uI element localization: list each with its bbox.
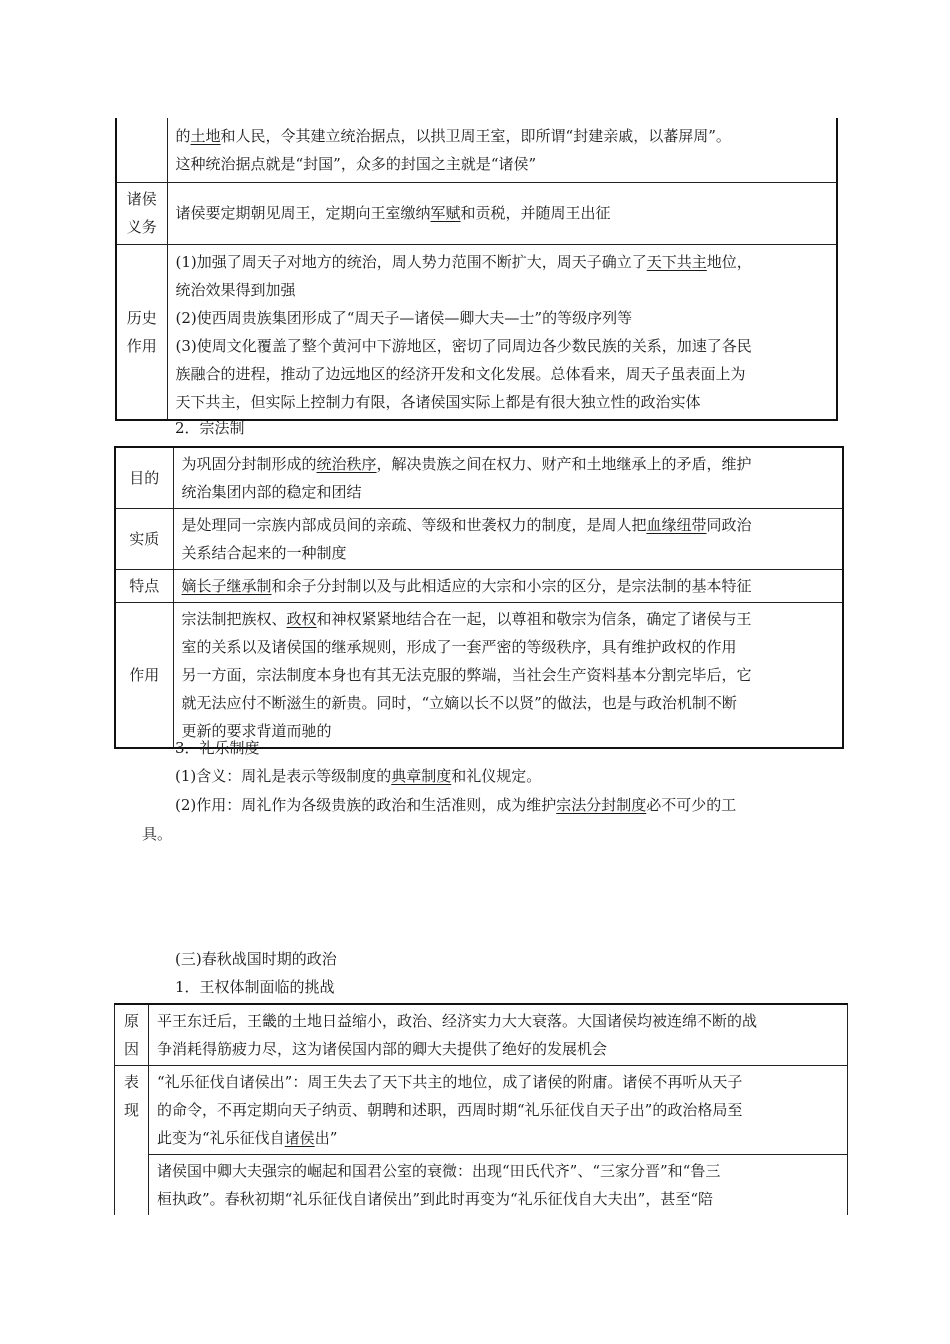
paragraph: (1)含义：周礼是表示等级制度的典章制度和礼仪规定。 (175, 767, 542, 785)
row-label: 诸侯 义务 (116, 182, 167, 244)
keyword-underline: 军赋 (430, 204, 461, 222)
table-row (115, 570, 843, 603)
table-row (115, 603, 843, 749)
table-row (115, 509, 843, 570)
keyword-underline: 诸侯 (284, 1129, 315, 1147)
section-heading: 2．宗法制 (175, 419, 245, 437)
keyword-underline: 统治秩序 (316, 455, 377, 473)
row-label (116, 118, 167, 182)
row-content: 是处理同一宗族内部成员间的亲疏、等级和世袭权力的制度，是周人把血缘纽带同政治 关系结合起来的一种制度 (173, 509, 843, 570)
row-content: (1)加强了周天子对地方的统治，周人势力范围不断扩大，周天子确立了天下共主地位， 统治效果得到加强 (2)使西周贵族集团形成了“周天子—诸侯—卿大夫—士”的等级序列等 (3)使周文化覆盖了整个黄河中下游地区，密切了同周边各少数民族的关系，加速了各民 族融合的进程，推动了边远地区的经济开发和文化发展。总体看来，周天子虽表面上为 天下共主，但实际上控制力有限，各诸侯国实际上都是有很大独立性的政治实体 (167, 244, 837, 420)
row-content: 嫡长子继承制和余子分封制以及与此相适应的大宗和小宗的区分，是宗法制的基本特征 (173, 570, 843, 603)
keyword-underline: 宗法分封制度 (556, 796, 647, 814)
table-row (116, 118, 837, 182)
zongfa-table (114, 446, 844, 749)
challenge-table (114, 1003, 848, 1215)
row-content: “礼乐征伐自诸侯出”：周王失去了天下共主的地位，成了诸侯的附庸。诸侯不再听从天子 的命令，不再定期向天子纳贡、朝聘和述职，西周时期“礼乐征伐自天子出”的政治格局至 此变为“礼乐征伐自诸侯出” (149, 1066, 848, 1155)
row-content: 诸侯要定期朝见周王，定期向王室缴纳军赋和贡税，并随周王出征 (167, 182, 837, 244)
keyword-underline: 土地 (190, 126, 221, 145)
paragraph-continuation: 具。 (142, 825, 173, 843)
table-row (115, 1066, 848, 1155)
table-row (116, 244, 837, 420)
table-row (115, 447, 843, 509)
keyword-underline: 典章制度 (391, 767, 452, 785)
section-heading: (三)春秋战国时期的政治 (175, 950, 337, 968)
row-content: 为巩固分封制形成的统治秩序，解决贵族之间在权力、财产和土地继承上的矛盾，维护 统治集团内部的稳定和团结 (173, 447, 843, 509)
row-label: 实质 (115, 509, 173, 570)
section-heading: 3．礼乐制度 (175, 739, 260, 757)
table-row (115, 1004, 848, 1066)
row-label: 原 因 (115, 1004, 149, 1066)
table-row (115, 1155, 848, 1216)
keyword-underline: 嫡长子继承制 (181, 577, 272, 595)
row-content: 诸侯国中卿大夫强宗的崛起和国君公室的衰微：出现“田氏代齐”、“三家分晋”和“鲁三 桓执政”。春秋初期“礼乐征伐自诸侯出”到此时再变为“礼乐征伐自大夫出”，甚至“陪 (149, 1155, 848, 1216)
row-label: 目的 (115, 447, 173, 509)
row-content: 的土地和人民，令其建立统治据点，以拱卫周王室，即所谓“封建亲戚，以蕃屏周”。 这种统治据点就是“封国”，众多的封国之主就是“诸侯” (167, 118, 837, 182)
keyword-underline: 政权 (286, 610, 317, 628)
row-label: 表 现 (115, 1066, 149, 1216)
table-row (116, 182, 837, 244)
keyword-underline: 天下共主 (646, 252, 707, 271)
sub-heading: 1．王权体制面临的挑战 (175, 978, 335, 996)
keyword-underline: 血缘纽带 (646, 516, 707, 534)
row-content: 平王东迁后，王畿的土地日益缩小，政治、经济实力大大衰落。大国诸侯均被连绵不断的战 争消耗得筋疲力尽，这为诸侯国内部的卿大夫提供了绝好的发展机会 (149, 1004, 848, 1066)
fengjian-table (115, 118, 838, 421)
row-content: 宗法制把族权、政权和神权紧紧地结合在一起，以尊祖和敬宗为信条，确定了诸侯与王 室的关系以及诸侯国的继承规则，形成了一套严密的等级秩序，具有维护政权的作用 另一方面，宗法制度本身也有其无法克服的弊端，当社会生产资料基本分割完毕后，它 就无法应付不断滋生的新贵。同时，“立嫡以长不以贤”的做法，也是与政治机制不断 更新的要求背道而驰的 (173, 603, 843, 749)
paragraph: (2)作用：周礼作为各级贵族的政治和生活准则，成为维护宗法分封制度必不可少的工 (175, 796, 737, 814)
row-label: 历史 作用 (116, 244, 167, 420)
row-label: 特点 (115, 570, 173, 603)
row-label: 作用 (115, 603, 173, 749)
